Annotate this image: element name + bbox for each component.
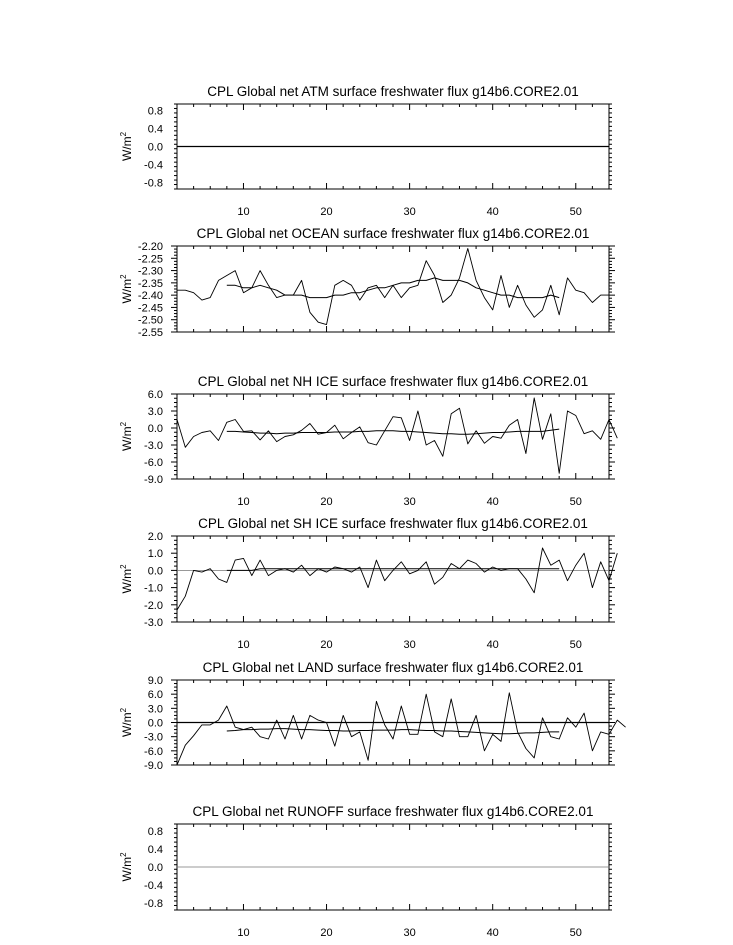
x-tick-label: 20	[320, 639, 333, 651]
plot-frame	[177, 394, 609, 479]
x-tick-label: 40	[486, 206, 499, 218]
chart-title: CPL Global net OCEAN surface freshwater flux g14b6.CORE2.01	[196, 226, 590, 241]
chart-title: CPL Global net RUNOFF surface freshwater flux g14b6.CORE2.01	[192, 804, 594, 819]
y-tick-label: -0.4	[144, 159, 163, 172]
y-tick-label: -2.35	[137, 277, 163, 290]
x-tick-label: 40	[486, 496, 499, 508]
series-line-annual	[177, 548, 617, 610]
y-tick-label: 0.8	[147, 105, 163, 118]
y-axis-label-exponent: 2	[119, 852, 128, 857]
chart-title: CPL Global net NH ICE surface freshwater flux g14b6.CORE2.01	[197, 374, 589, 389]
y-axis-label-exponent: 2	[119, 274, 128, 279]
y-tick-label: -3.0	[144, 440, 163, 452]
y-tick-label: -0.8	[144, 177, 163, 190]
y-axis-label-exponent: 2	[119, 564, 128, 569]
chart-panel-1	[119, 84, 612, 218]
x-tick-label: 10	[237, 496, 250, 508]
y-tick-label: 0.8	[147, 825, 163, 838]
y-tick-label: 0.0	[147, 862, 163, 874]
y-tick-label: -2.40	[137, 290, 163, 303]
chart-title: CPL Global net SH ICE surface freshwater flux g14b6.CORE2.01	[198, 516, 588, 531]
y-axis-label-base: W/m	[120, 568, 134, 594]
series-line-annual	[177, 693, 626, 765]
x-tick-label: 10	[237, 927, 250, 939]
y-tick-label: 0.4	[147, 123, 163, 136]
x-tick-label: 50	[569, 639, 582, 651]
y-tick-label: -3.0	[144, 731, 163, 744]
y-tick-label: -0.8	[144, 898, 163, 911]
x-tick-label: 50	[569, 927, 582, 939]
y-tick-label: -2.50	[137, 314, 163, 327]
x-tick-label: 50	[569, 496, 582, 508]
chart-title: CPL Global net ATM surface freshwater flux g14b6.CORE2.01	[207, 84, 579, 99]
x-tick-label: 10	[237, 206, 250, 218]
series-line-annual	[177, 249, 609, 325]
y-axis-label-base: W/m	[120, 856, 134, 882]
y-axis-label-exponent: 2	[119, 707, 128, 713]
y-tick-label: -3.0	[144, 617, 163, 629]
x-tick-label: 50	[569, 206, 582, 218]
x-tick-label: 20	[320, 206, 333, 218]
y-tick-label: 9.0	[147, 675, 163, 687]
chart-panel-6	[119, 804, 612, 939]
y-tick-label: -9.0	[144, 760, 163, 772]
y-axis-label-base: W/m	[120, 136, 134, 162]
y-tick-label: 0.0	[147, 565, 163, 578]
y-axis-label-base: W/m	[120, 712, 134, 738]
chart-panel-5	[119, 660, 626, 772]
y-axis-label-base: W/m	[120, 426, 134, 452]
y-tick-label: -0.4	[144, 880, 163, 893]
y-axis-label	[119, 564, 134, 594]
y-tick-label: 0.0	[147, 717, 163, 730]
y-tick-label: -6.0	[144, 745, 163, 758]
y-tick-label: 6.0	[147, 689, 163, 702]
y-axis-label-exponent: 2	[119, 131, 128, 137]
y-tick-label: 0.0	[147, 141, 163, 154]
y-axis-label	[119, 707, 134, 737]
y-tick-label: 0.0	[147, 423, 163, 435]
y-tick-label: 1.0	[147, 548, 163, 561]
y-tick-label: 3.0	[147, 406, 163, 418]
x-tick-label: 30	[403, 927, 416, 939]
series-line-running-mean	[227, 729, 559, 734]
series-line-annual	[177, 398, 617, 473]
y-tick-label: -2.45	[137, 302, 163, 315]
x-tick-label: 40	[486, 927, 499, 939]
y-axis-label-exponent: 2	[119, 421, 128, 427]
x-tick-label: 20	[320, 927, 333, 939]
x-tick-label: 20	[320, 496, 333, 508]
y-tick-label: -2.20	[137, 241, 163, 253]
chart-panel-4	[119, 516, 617, 651]
y-tick-label: -2.55	[137, 327, 163, 339]
y-axis-label-base: W/m	[120, 278, 134, 304]
y-axis-label	[119, 131, 134, 161]
y-tick-label: -2.30	[137, 265, 163, 278]
chart-panel-3	[119, 374, 617, 508]
y-tick-label: 2.0	[147, 531, 163, 543]
y-axis-label	[119, 852, 134, 882]
y-tick-label: 3.0	[147, 703, 163, 716]
y-tick-label: -1.0	[144, 582, 163, 595]
x-tick-label: 30	[403, 496, 416, 508]
y-tick-label: 0.4	[147, 843, 163, 856]
y-tick-label: -2.25	[137, 253, 163, 266]
y-axis-label	[119, 274, 134, 304]
x-tick-label: 40	[486, 639, 499, 651]
series-line-running-mean	[227, 278, 559, 298]
series-line-running-mean	[227, 429, 559, 434]
x-tick-label: 30	[403, 639, 416, 651]
chart-panel-2	[119, 226, 615, 339]
y-tick-label: -2.0	[144, 599, 163, 612]
plot-frame	[177, 536, 609, 622]
y-axis-label	[119, 421, 134, 451]
x-tick-label: 30	[403, 206, 416, 218]
y-tick-label: 6.0	[147, 389, 163, 401]
chart-title: CPL Global net LAND surface freshwater flux g14b6.CORE2.01	[202, 660, 584, 675]
y-tick-label: -9.0	[144, 474, 163, 486]
y-tick-label: -6.0	[144, 457, 163, 469]
x-tick-label: 10	[237, 639, 250, 651]
